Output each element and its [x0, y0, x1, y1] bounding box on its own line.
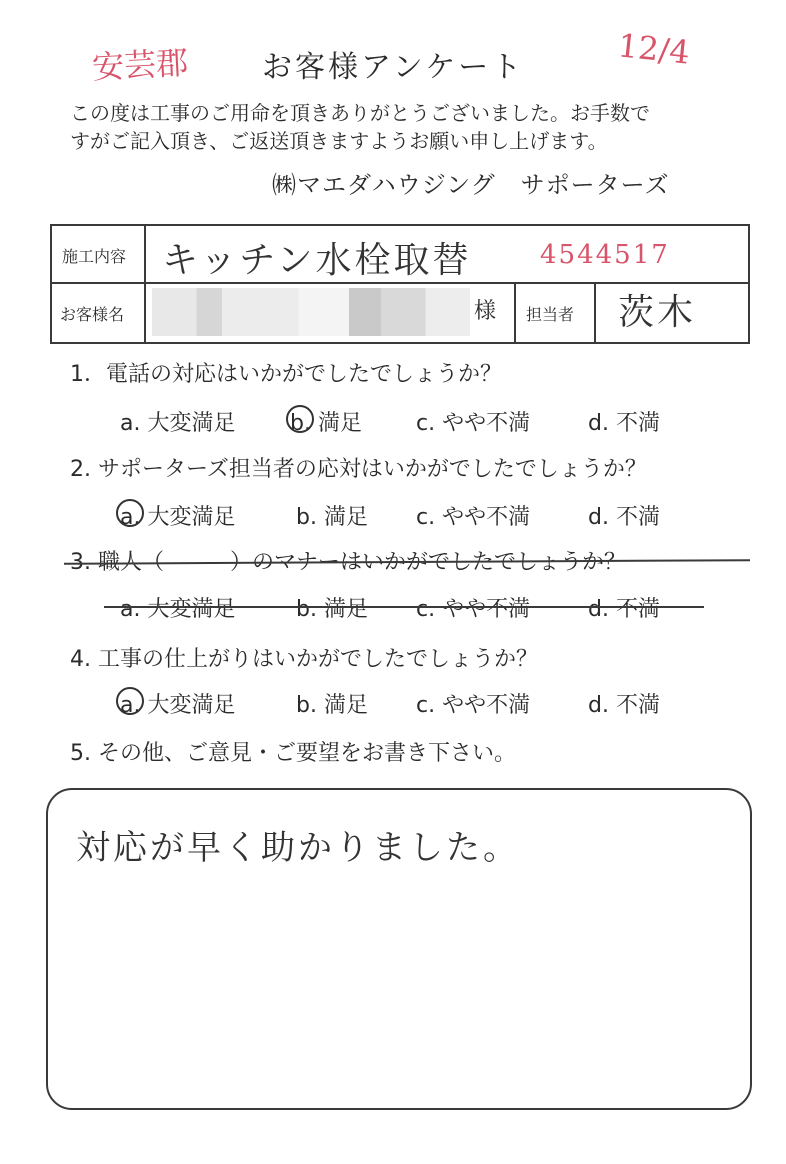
honorific-label: 様	[474, 299, 497, 324]
work-content-label: 施工内容	[62, 247, 127, 266]
table-divider	[144, 226, 146, 342]
order-number: 4544517	[540, 240, 670, 270]
comment-text: 対応が早く助かりました。	[76, 828, 520, 868]
representative-label: 担当者	[526, 305, 575, 324]
customer-name-label: お客様名	[60, 305, 125, 324]
option-a[interactable]: a. 大変満足	[120, 693, 236, 718]
selected-circle	[116, 499, 144, 527]
option-d[interactable]: d. 不満	[588, 597, 660, 622]
area-handwritten-note: 安芸郡	[91, 43, 190, 87]
comment-box[interactable]	[46, 788, 752, 1110]
page-title: お客様アンケート	[262, 50, 525, 85]
table-divider	[594, 282, 596, 342]
option-b[interactable]: b. 満足	[296, 505, 368, 530]
intro-text-line-1: この度は工事のご用命を頂きありがとうございました。お手数で	[70, 101, 650, 125]
question-5: 5. その他、ご意見・ご要望をお書き下さい。	[70, 741, 516, 766]
option-a[interactable]: a. 大変満足	[120, 505, 236, 530]
table-divider	[514, 282, 516, 342]
question-1: 1．電話の対応はいかがでしたでしょうか？	[70, 362, 502, 387]
option-d[interactable]: d. 不満	[588, 505, 660, 530]
representative-value: 茨木	[618, 292, 697, 333]
option-b[interactable]: b. 満足	[290, 411, 362, 436]
answer-row-3	[120, 592, 700, 624]
customer-name-redacted	[152, 288, 470, 336]
date-handwritten-note: 12/4	[616, 26, 692, 72]
option-b[interactable]: b. 満足	[296, 597, 368, 622]
answer-row-4	[120, 688, 700, 720]
option-a[interactable]: a. 大変満足	[120, 411, 236, 436]
selected-circle	[286, 405, 314, 433]
intro-text-line-2: すがご記入頂き、ご返送頂きますようお願い申し上げます。	[70, 129, 608, 153]
info-table	[50, 224, 750, 344]
question-2: 2. サポーターズ担当者の応対はいかがでしたでしょうか？	[70, 457, 647, 482]
option-c[interactable]: c. やや不満	[416, 693, 531, 718]
option-b[interactable]: b. 満足	[296, 693, 368, 718]
question-3: 3. 職人（ ）のマナーはいかがでしたでしょうか？	[70, 550, 626, 575]
question-4: 4. 工事の仕上がりはいかがでしたでしょうか？	[70, 647, 538, 672]
option-c[interactable]: c. やや不満	[416, 411, 531, 436]
option-c[interactable]: c. やや不満	[416, 597, 531, 622]
work-content-value: キッチン水栓取替	[162, 240, 472, 281]
option-a[interactable]: a. 大変満足	[120, 597, 236, 622]
strikethrough-line	[104, 606, 704, 608]
option-d[interactable]: d. 不満	[588, 411, 660, 436]
option-d[interactable]: d. 不満	[588, 693, 660, 718]
answer-row-2	[120, 500, 700, 532]
option-c[interactable]: c. やや不満	[416, 505, 531, 530]
answer-row-1	[120, 406, 700, 438]
company-name: ㈱マエダハウジング サポーターズ	[272, 171, 670, 199]
selected-circle	[116, 687, 144, 715]
